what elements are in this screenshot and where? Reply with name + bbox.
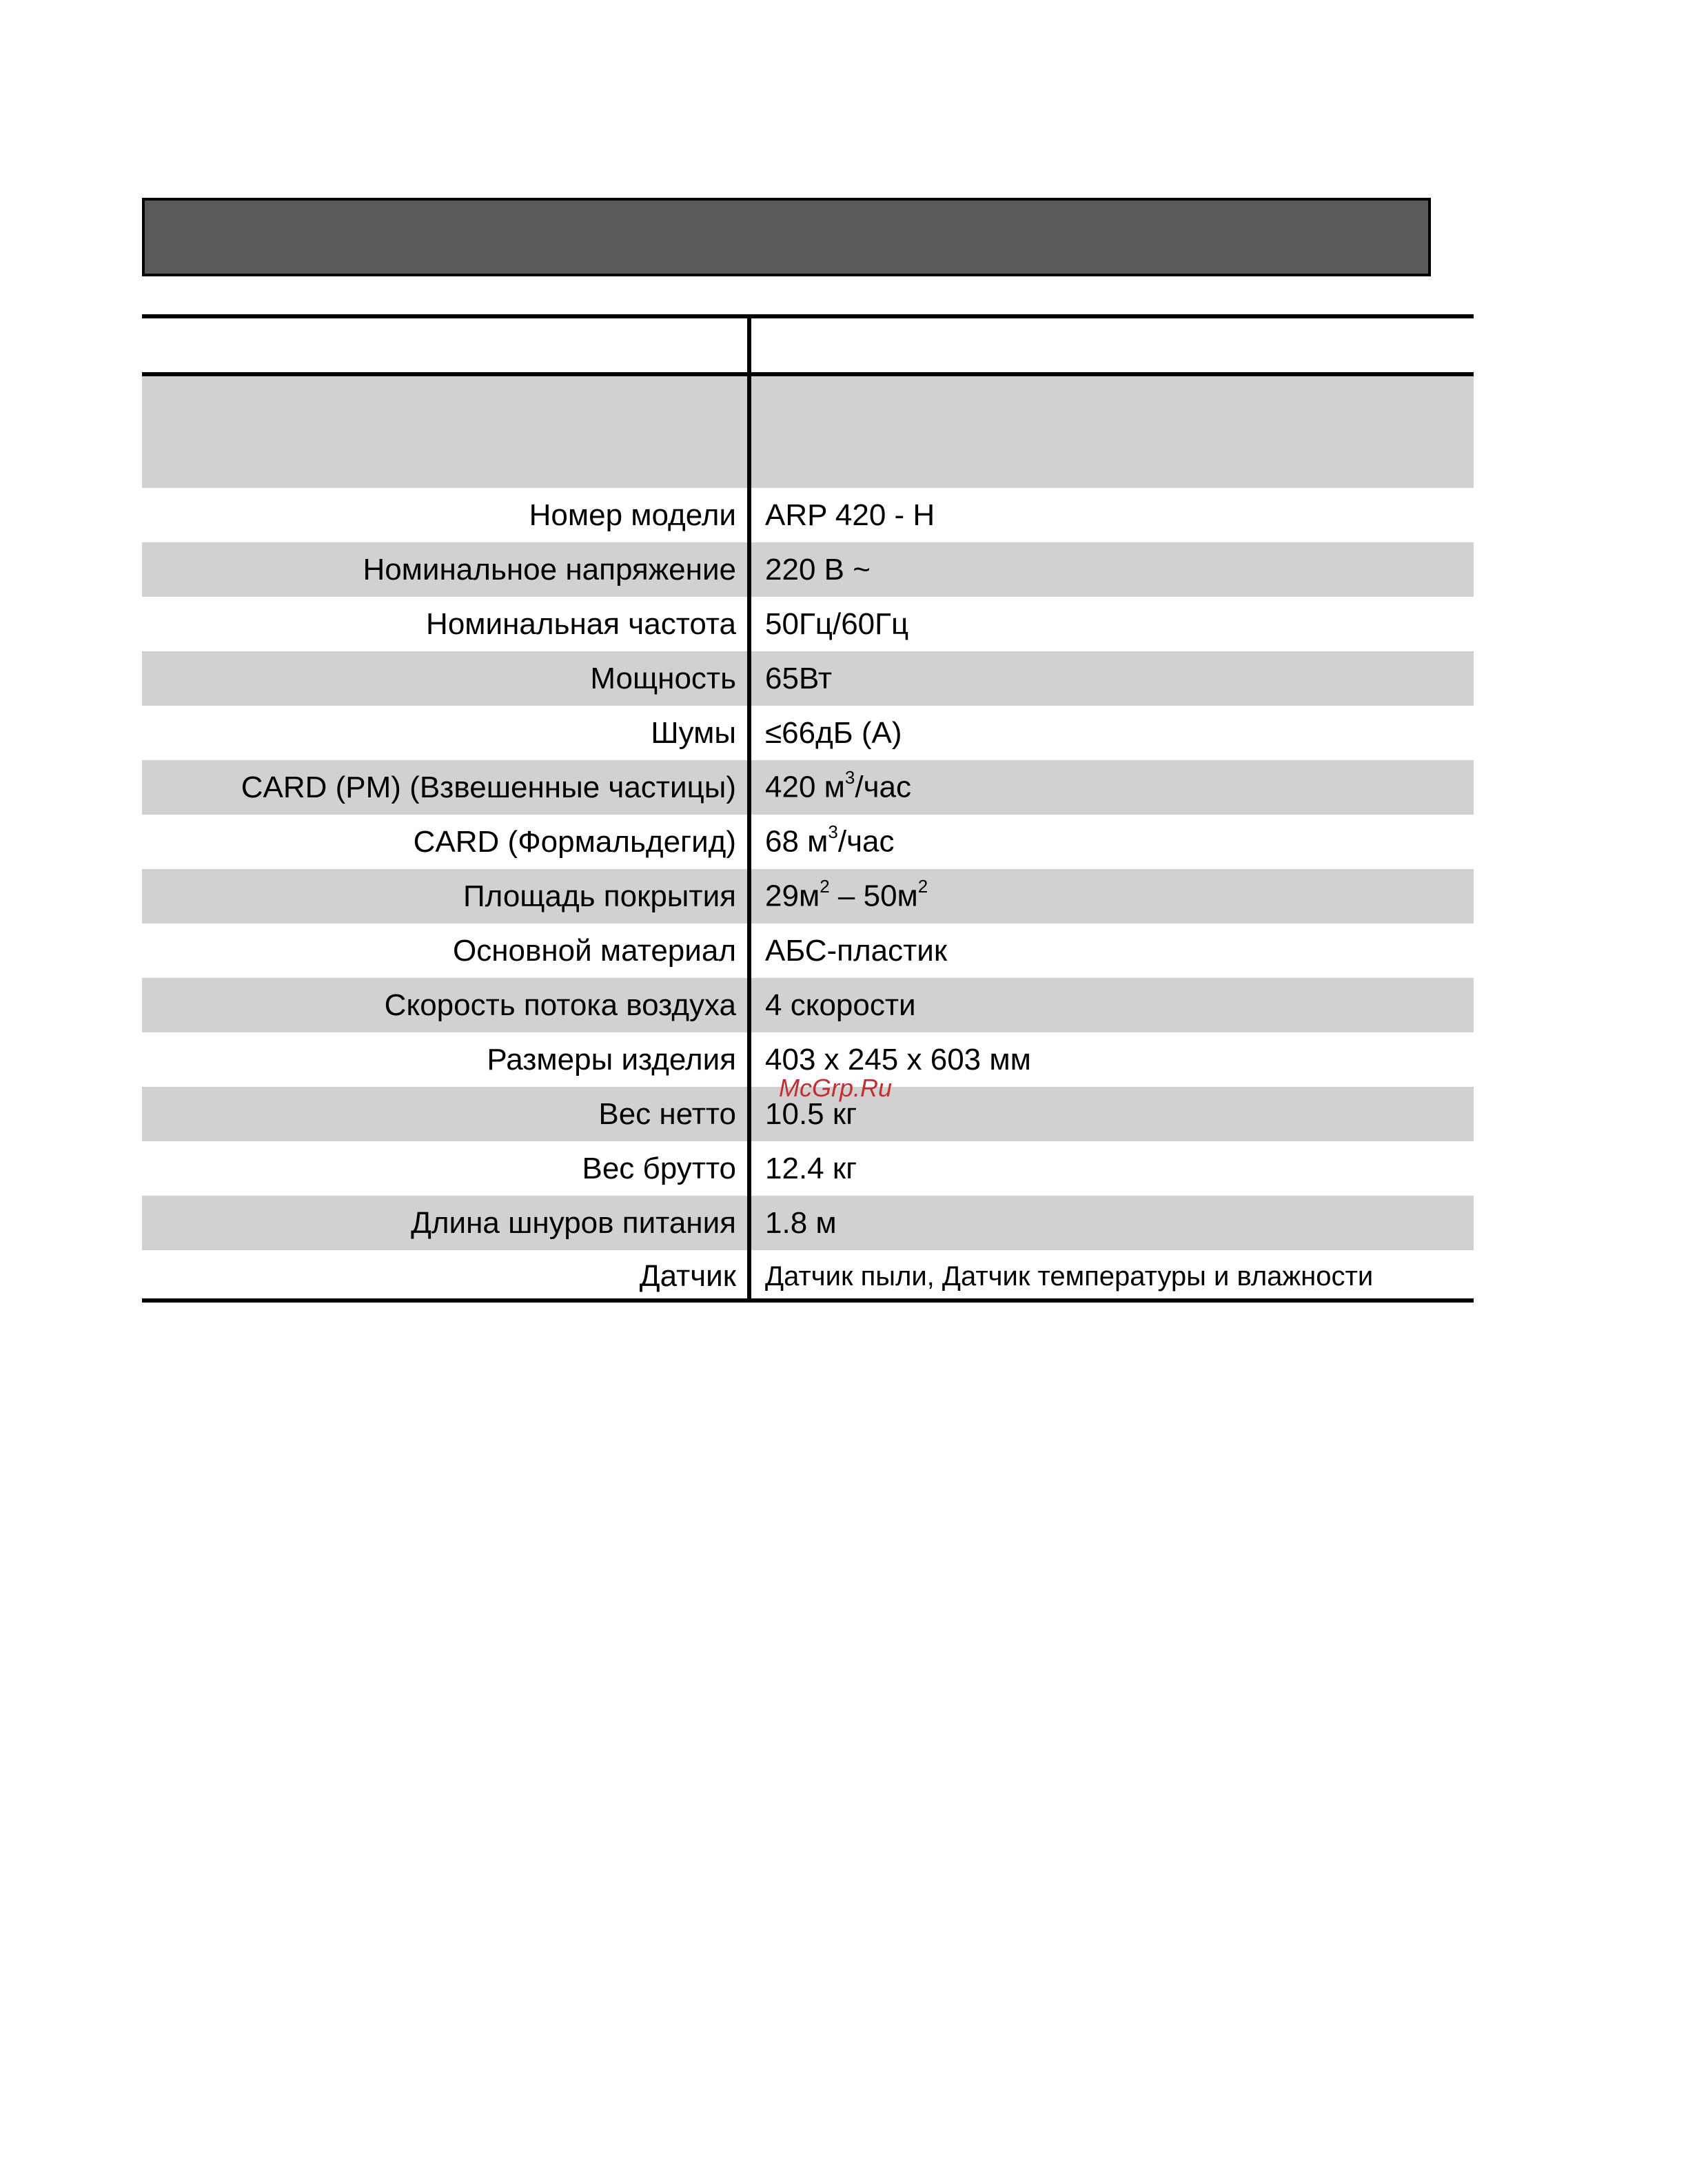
spec-value: 4 скорости bbox=[765, 988, 916, 1022]
spec-value: 1.8 м bbox=[765, 1205, 837, 1240]
spec-label: Длина шнуров питания bbox=[411, 1205, 736, 1240]
spec-label: Скорость потока воздуха bbox=[384, 988, 736, 1022]
spec-label: Номер модели bbox=[529, 498, 736, 532]
spec-label: Вес брутто bbox=[582, 1151, 736, 1185]
spec-label: Основной материал bbox=[452, 933, 736, 968]
spec-value bbox=[765, 767, 911, 805]
spec-value: АБС-пластик bbox=[765, 933, 948, 968]
value-unit: /час bbox=[837, 824, 895, 859]
spec-value: 220 В ~ bbox=[765, 552, 871, 586]
spec-label: Шумы bbox=[651, 715, 736, 750]
table-row bbox=[142, 597, 1474, 651]
table-row bbox=[142, 706, 1474, 760]
table-header-band bbox=[142, 376, 1474, 488]
spec-label: Площадь покрытия bbox=[463, 879, 736, 913]
spec-value bbox=[765, 821, 895, 859]
spec-label: Датчик bbox=[639, 1259, 736, 1293]
table-row bbox=[142, 1196, 1474, 1250]
value-superscript: 3 bbox=[844, 767, 855, 788]
table-row bbox=[142, 651, 1474, 706]
watermark-text: McGrp.Ru bbox=[779, 1074, 893, 1102]
spec-label: Номинальное напряжение bbox=[363, 552, 736, 586]
table-bottom-rule bbox=[142, 1298, 1474, 1303]
value-main: 68 м bbox=[765, 824, 828, 859]
value-main: 420 м bbox=[765, 770, 845, 804]
table-row bbox=[142, 488, 1474, 542]
spec-label: CARD (Формальдегид) bbox=[413, 824, 736, 859]
table-row bbox=[142, 815, 1474, 869]
spec-label: Вес нетто bbox=[598, 1096, 736, 1131]
spec-value: Датчик пыли, Датчик температуры и влажности bbox=[765, 1261, 1374, 1292]
table-row bbox=[142, 978, 1474, 1032]
table-row bbox=[142, 869, 1474, 923]
spec-value: 10.5 кг bbox=[765, 1096, 857, 1131]
value-unit: /час bbox=[855, 770, 911, 804]
spec-value: ARP 420 - H bbox=[765, 498, 935, 532]
spec-value: ≤66дБ (A) bbox=[765, 715, 902, 750]
table-row bbox=[142, 1141, 1474, 1196]
column-divider bbox=[747, 314, 751, 1303]
spec-value: 50Гц/60Гц bbox=[765, 606, 909, 641]
table-row bbox=[142, 760, 1474, 815]
spec-label: CARD (PM) (Взвешенные частицы) bbox=[241, 770, 736, 804]
section-title-bar bbox=[142, 198, 1431, 276]
table-top-rule bbox=[142, 314, 1474, 318]
value-main: 29м bbox=[765, 879, 820, 913]
table-rows bbox=[142, 488, 1474, 1303]
spec-label: Мощность bbox=[590, 661, 736, 695]
spec-label: Размеры изделия bbox=[487, 1042, 736, 1076]
table-row bbox=[142, 923, 1474, 978]
table-row bbox=[142, 1250, 1474, 1303]
spec-value: 403 x 245 x 603 мм bbox=[765, 1042, 1031, 1076]
spec-value: 12.4 кг bbox=[765, 1151, 857, 1185]
spec-value bbox=[765, 876, 928, 914]
value-superscript: 3 bbox=[828, 821, 838, 843]
value-superscript: 2 bbox=[917, 876, 928, 897]
value-superscript: 2 bbox=[820, 876, 830, 897]
spec-label: Номинальная частота bbox=[426, 606, 736, 641]
table-row bbox=[142, 542, 1474, 597]
value-range: – 50м bbox=[829, 879, 918, 913]
spec-value: 65Вт bbox=[765, 661, 832, 695]
